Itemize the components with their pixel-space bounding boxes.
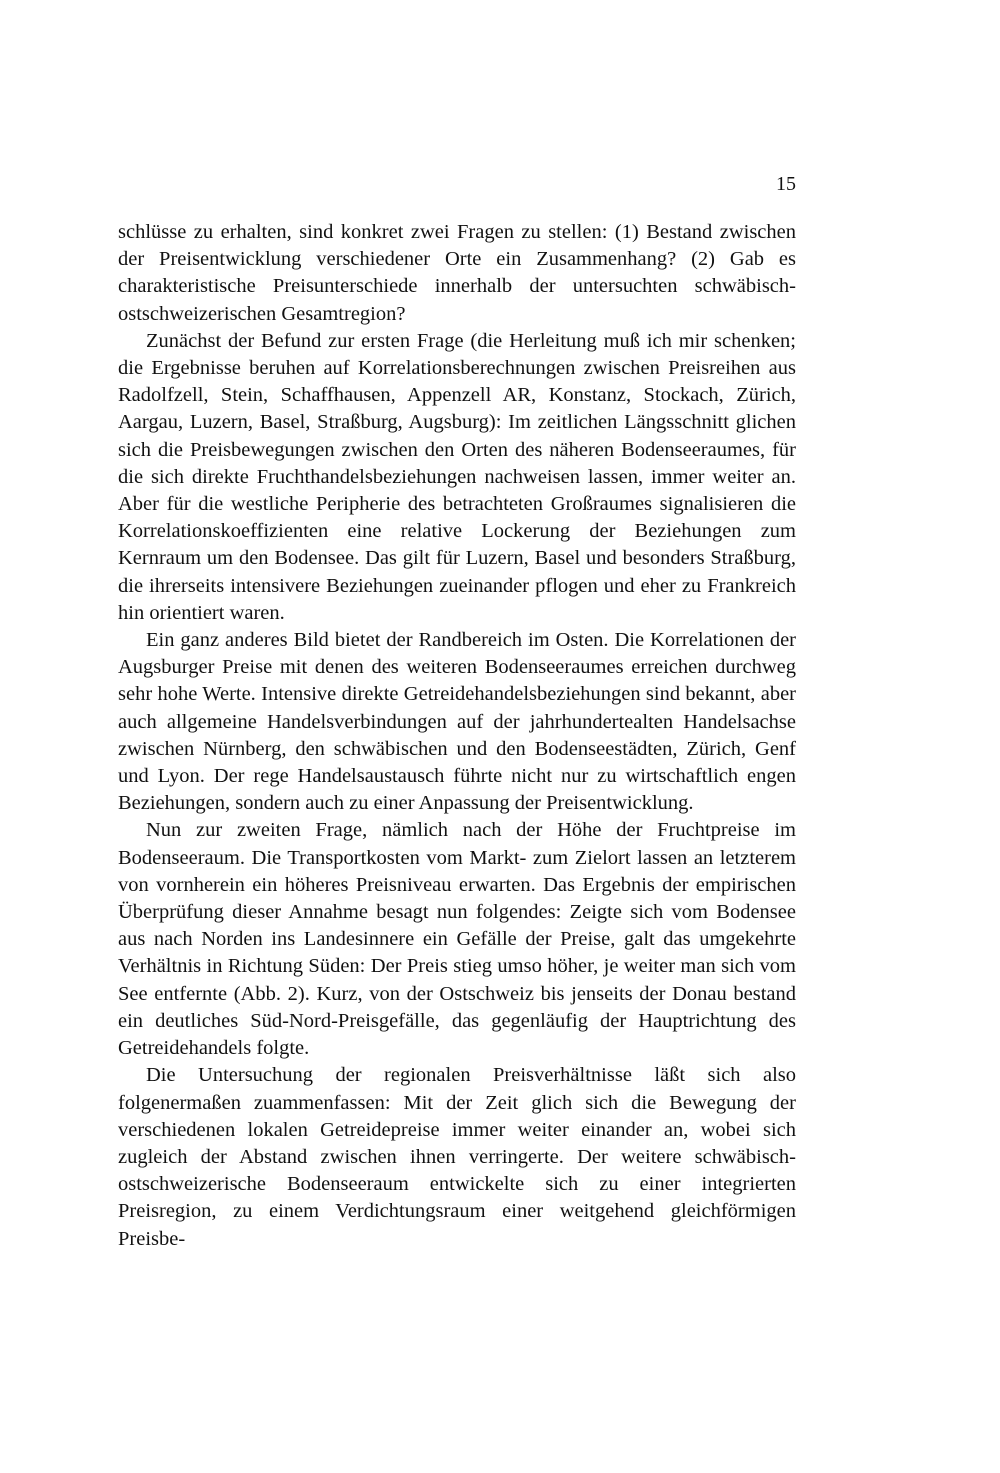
- page-number: 15: [776, 173, 796, 195]
- paragraph-5: Die Untersuchung der regionalen Preisverhältnisse läßt sich also folgenermaßen zuammenfassen: Mit der Zeit glich sich die Bewegung der verschiedenen lokalen Getreidepreise immer weiter einander an, wobei sich zugleich der Abstand zwischen ihnen verringerte. Der weitere schwäbisch-ostschweizerische Bodenseeraum entwickelte sich zu einer integrierten Preisregion, zu einem Verdichtungsraum einer weitgehend gleichförmigen Preisbe-: [118, 1064, 796, 1250]
- paragraph-1: schlüsse zu erhalten, sind konkret zwei Fragen zu stellen: (1) Bestand zwischen der Preisentwicklung verschiedener Orte ein Zusammenhang? (2) Gab es charakteristische Preisunterschiede innerhalb der untersuchten schwäbisch-ostschweizerischen Gesamtregion?: [118, 221, 796, 325]
- paragraph-3: Ein ganz anderes Bild bietet der Randbereich im Osten. Die Korrelationen der Augsburger Preise mit denen des weiteren Bodenseeraumes erreichen durchweg sehr hohe Werte. Intensive direkte Getreidehandelsbeziehungen sind bekannt, aber auch allgemeine Handelsverbindungen auf der jahrhundertealten Handelsachse zwischen Nürnberg, den schwäbischen und den Bodenseestädten, Zürich, Genf und Lyon. Der rege Handelsaustausch führte nicht nur zu wirtschaftlich engen Beziehungen, sondern auch zu einer Anpassung der Preisentwicklung.: [118, 629, 796, 815]
- paragraph-4: Nun zur zweiten Frage, nämlich nach der Höhe der Fruchtpreise im Bodenseeraum. Die Transportkosten vom Markt- zum Zielort lassen an letzterem von vornherein ein höheres Preisniveau erwarten. Das Ergebnis der empirischen Überprüfung dieser Annahme besagt nun folgendes: Zeigte sich vom Bodensee aus nach Norden ins Landesinnere ein Gefälle der Preise, galt das umgekehrte Verhältnis in Richtung Süden: Der Preis stieg umso höher, je weiter man sich vom See entfernte (Abb. 2). Kurz, von der Ostschweiz bis jenseits der Donau bestand ein deutliches Süd-Nord-Preisgefälle, das gegenläufig der Hauptrichtung des Getreidehandels folgte.: [118, 819, 796, 1060]
- body-text: [118, 219, 796, 1253]
- paragraph-2: Zunächst der Befund zur ersten Frage (die Herleitung muß ich mir schenken; die Ergebnisse beruhen auf Korrelationsberechnungen zwischen Preisreihen aus Radolfzell, Stein, Schaffhausen, Appenzell AR, Konstanz, Stockach, Zürich, Aargau, Luzern, Basel, Straßburg, Augsburg): Im zeitlichen Längsschnitt glichen sich die Preisbewegungen zwischen den Orten des näheren Bodenseeraumes, für die sich direkte Fruchthandelsbeziehungen nachweisen lassen, immer weiter an. Aber für die westliche Peripherie des betrachteten Großraumes signalisieren die Korrelationskoeffizienten eine relative Lockerung der Beziehungen zum Kernraum um den Bodensee. Das gilt für Luzern, Basel und besonders Straßburg, die ihrerseits intensivere Beziehungen zueinander pflogen und eher zu Frankreich hin orientiert waren.: [118, 329, 796, 624]
